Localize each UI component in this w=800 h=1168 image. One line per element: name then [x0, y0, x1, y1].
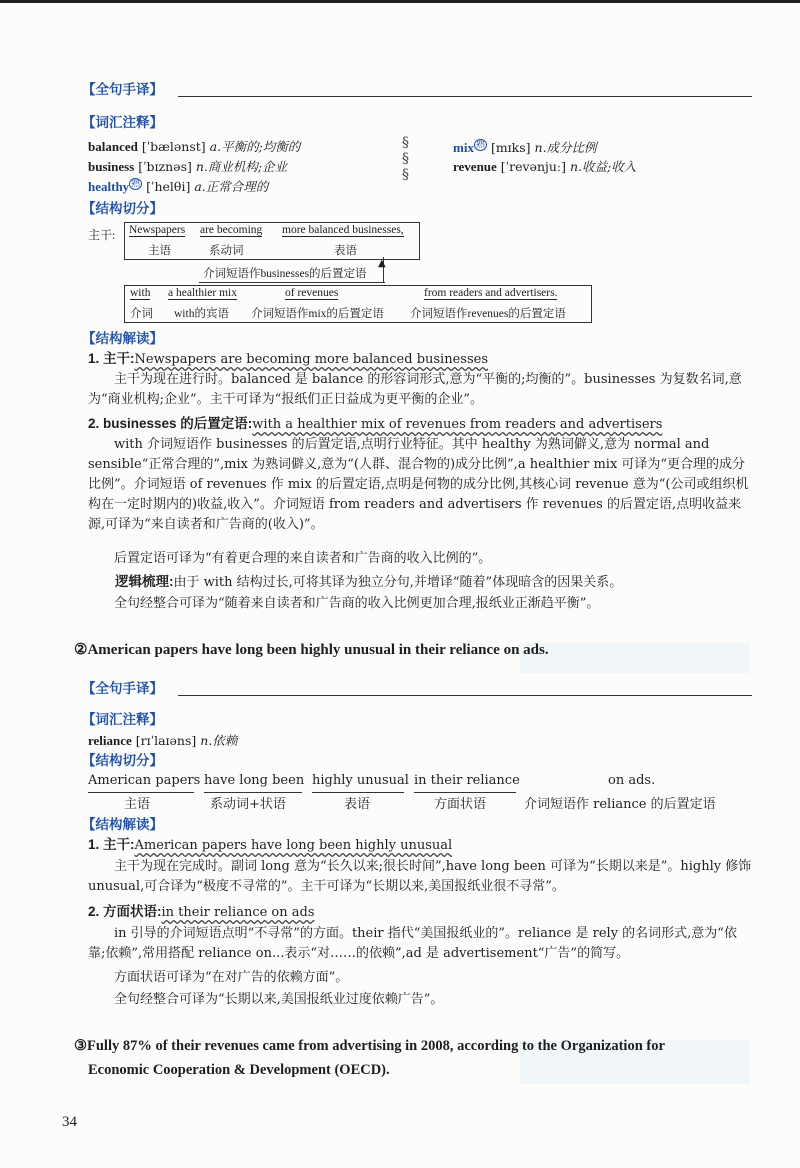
vocab-item: balanced [ˈbælənst] a.平衡的;均衡的: [88, 139, 301, 154]
split-line: [414, 792, 516, 793]
split-line: [312, 792, 404, 793]
split-line: [204, 792, 302, 793]
vocab-item: business [ˈbɪznəs] n.商业机构;企业: [88, 159, 288, 174]
sentence-title-cont: Economic Cooperation & Development (OECD).: [88, 1062, 390, 1078]
split-cn: 表语: [334, 245, 357, 257]
vocab-item: mix $^熟$ [mɪks] n.成分比例: [453, 140, 597, 156]
paragraph: in 引导的介词短语点明“不寻常”的方面。their 指代“美国报纸业的”。reliance 是 rely 的名词形式,意为“依靠;依赖”,常用搭配 reliance on...表示“对……的依赖”,ad 是 advertisement“广告”的简写。: [88, 926, 737, 961]
arrow-up-icon: ▲: [378, 258, 386, 269]
point-heading: 2. businesses 的后置定语:with a healthier mix of revenues from readers and advertisers: [88, 416, 663, 432]
explain-label: 【结构解读】: [82, 331, 163, 347]
familiar-mark-icon: 熟: [475, 140, 485, 150]
top-border: [0, 0, 800, 3]
split-en: are becoming: [200, 224, 263, 236]
vocab-item: revenue [ˈrevənjuː] n.收益;收入: [453, 159, 637, 174]
vocab-item: healthy $^熟$ [ˈhelθi] a.正常合理的: [88, 179, 269, 195]
split-cn: 系动词: [209, 245, 244, 257]
split-en: of revenues: [285, 287, 339, 299]
point-heading: 1. 主干:Newspapers are becoming more balanced businesses: [88, 351, 488, 367]
page-number: 34: [62, 1114, 77, 1130]
split-en: have long been: [204, 773, 305, 788]
point-heading: 2. 方面状语:in their reliance on ads: [88, 904, 315, 920]
translate-line: [178, 96, 752, 97]
split-en: American papers: [88, 773, 201, 788]
explain-label: 【结构解读】: [82, 817, 163, 833]
logic-paragraph: 逻辑梳理:由于 with 结构过长,可将其译为独立分句,并增译“随着”体现暗含的因果关系。: [115, 574, 623, 590]
split-cn: 主语: [148, 245, 171, 257]
structure-label: 【结构切分】: [82, 753, 163, 769]
split-en: in their reliance: [414, 773, 520, 788]
split-cn: 介词短语作revenues的后置定语: [410, 308, 566, 320]
split-en: a healthier mix: [168, 287, 237, 299]
paragraph: 主干为现在完成时。副词 long 意为“长久以来;很长时间”,have long been 可译为“长期以来是”。highly 修饰 unusual,可合译为“极度不寻常的”。主干可译为“长期以来,美国报纸业很不寻常”。: [88, 859, 752, 894]
final-translation: 全句经整合可译为“长期以来,美国报纸业过度依赖广告”。: [114, 992, 444, 1007]
paragraph: 方面状语可译为“在对广告的依赖方面”。: [114, 970, 349, 985]
arrow-note: 介词短语作businesses的后置定语: [203, 268, 367, 280]
translate-label: 【全句手译】: [82, 82, 163, 98]
paragraph: 主干为现在进行时。balanced 是 balance 的形容词形式,意为“平衡的;均衡的”。businesses 为复数名词,意为“商业机构;企业”。主干可译为“报纸们正日益成为更平衡的企业”。: [88, 372, 742, 407]
vocab-label: 【词汇注释】: [82, 712, 163, 728]
final-translation: 全句经整合可译为“随着来自读者和广告商的收入比例更加合理,报纸业正渐趋平衡”。: [114, 596, 600, 611]
translate-label: 【全句手译】: [82, 681, 163, 697]
split-en: on ads.: [608, 773, 656, 788]
split-cn: 介词短语作 reliance 的后置定语: [524, 797, 716, 812]
split-en: highly unusual: [312, 773, 409, 788]
vocab-item: reliance [rɪˈlaɪəns] n.依赖: [88, 733, 238, 748]
split-cn: 方面状语: [434, 797, 487, 812]
main-label: 主干:: [88, 228, 116, 242]
structure-label: 【结构切分】: [82, 201, 163, 217]
split-en: with: [130, 287, 151, 299]
paragraph: with 介词短语作 businesses 的后置定语,点明行业特征。其中 healthy 为熟词僻义,意为 normal and sensible“正常合理的”,mix 为熟词僻义,意为“(人群、混合物的)成分比例”,a healthier mix 可译为“更合理的成分比例”。介词短语 of revenues 作 mix 的后置定语,点明是何物的成分比例,其核心词 revenue 意为“(公司或组织机构在一定时期内的)收益,收入”。介词短语 from readers and advertisers 作 revenues 的后置定语,点明收益来源,可译为“来自读者和广告商的(收入)”。: [88, 437, 749, 532]
vocab-label: 【词汇注释】: [82, 115, 163, 131]
arrow-line: [199, 282, 385, 283]
split-cn: 介词: [130, 308, 153, 320]
watermark: [520, 643, 750, 673]
spiral-binding-icon: § § §: [402, 135, 409, 183]
split-cn: 表语: [344, 797, 371, 812]
sentence-title: ②American papers have long been highly unusual in their reliance on ads.: [74, 642, 549, 658]
familiar-mark-icon: 熟: [131, 179, 141, 189]
point-heading: 1. 主干:American papers have long been highly unusual: [88, 837, 453, 853]
split-en: from readers and advertisers.: [424, 287, 558, 299]
split-en: more balanced businesses,: [282, 224, 404, 236]
sentence-title: ③Fully 87% of their revenues came from advertising in 2008, according to the Organization for: [74, 1038, 665, 1054]
split-cn: 介词短语作mix的后置定语: [251, 308, 384, 320]
split-line: [88, 792, 194, 793]
split-cn: with的宾语: [174, 308, 229, 320]
split-en: Newspapers: [129, 224, 186, 236]
translate-line: [178, 695, 752, 696]
split-cn: 主语: [124, 797, 151, 812]
split-cn: 系动词+状语: [210, 797, 286, 812]
paragraph: 后置定语可译为“有着更合理的来自读者和广告商的收入比例的”。: [114, 551, 492, 566]
